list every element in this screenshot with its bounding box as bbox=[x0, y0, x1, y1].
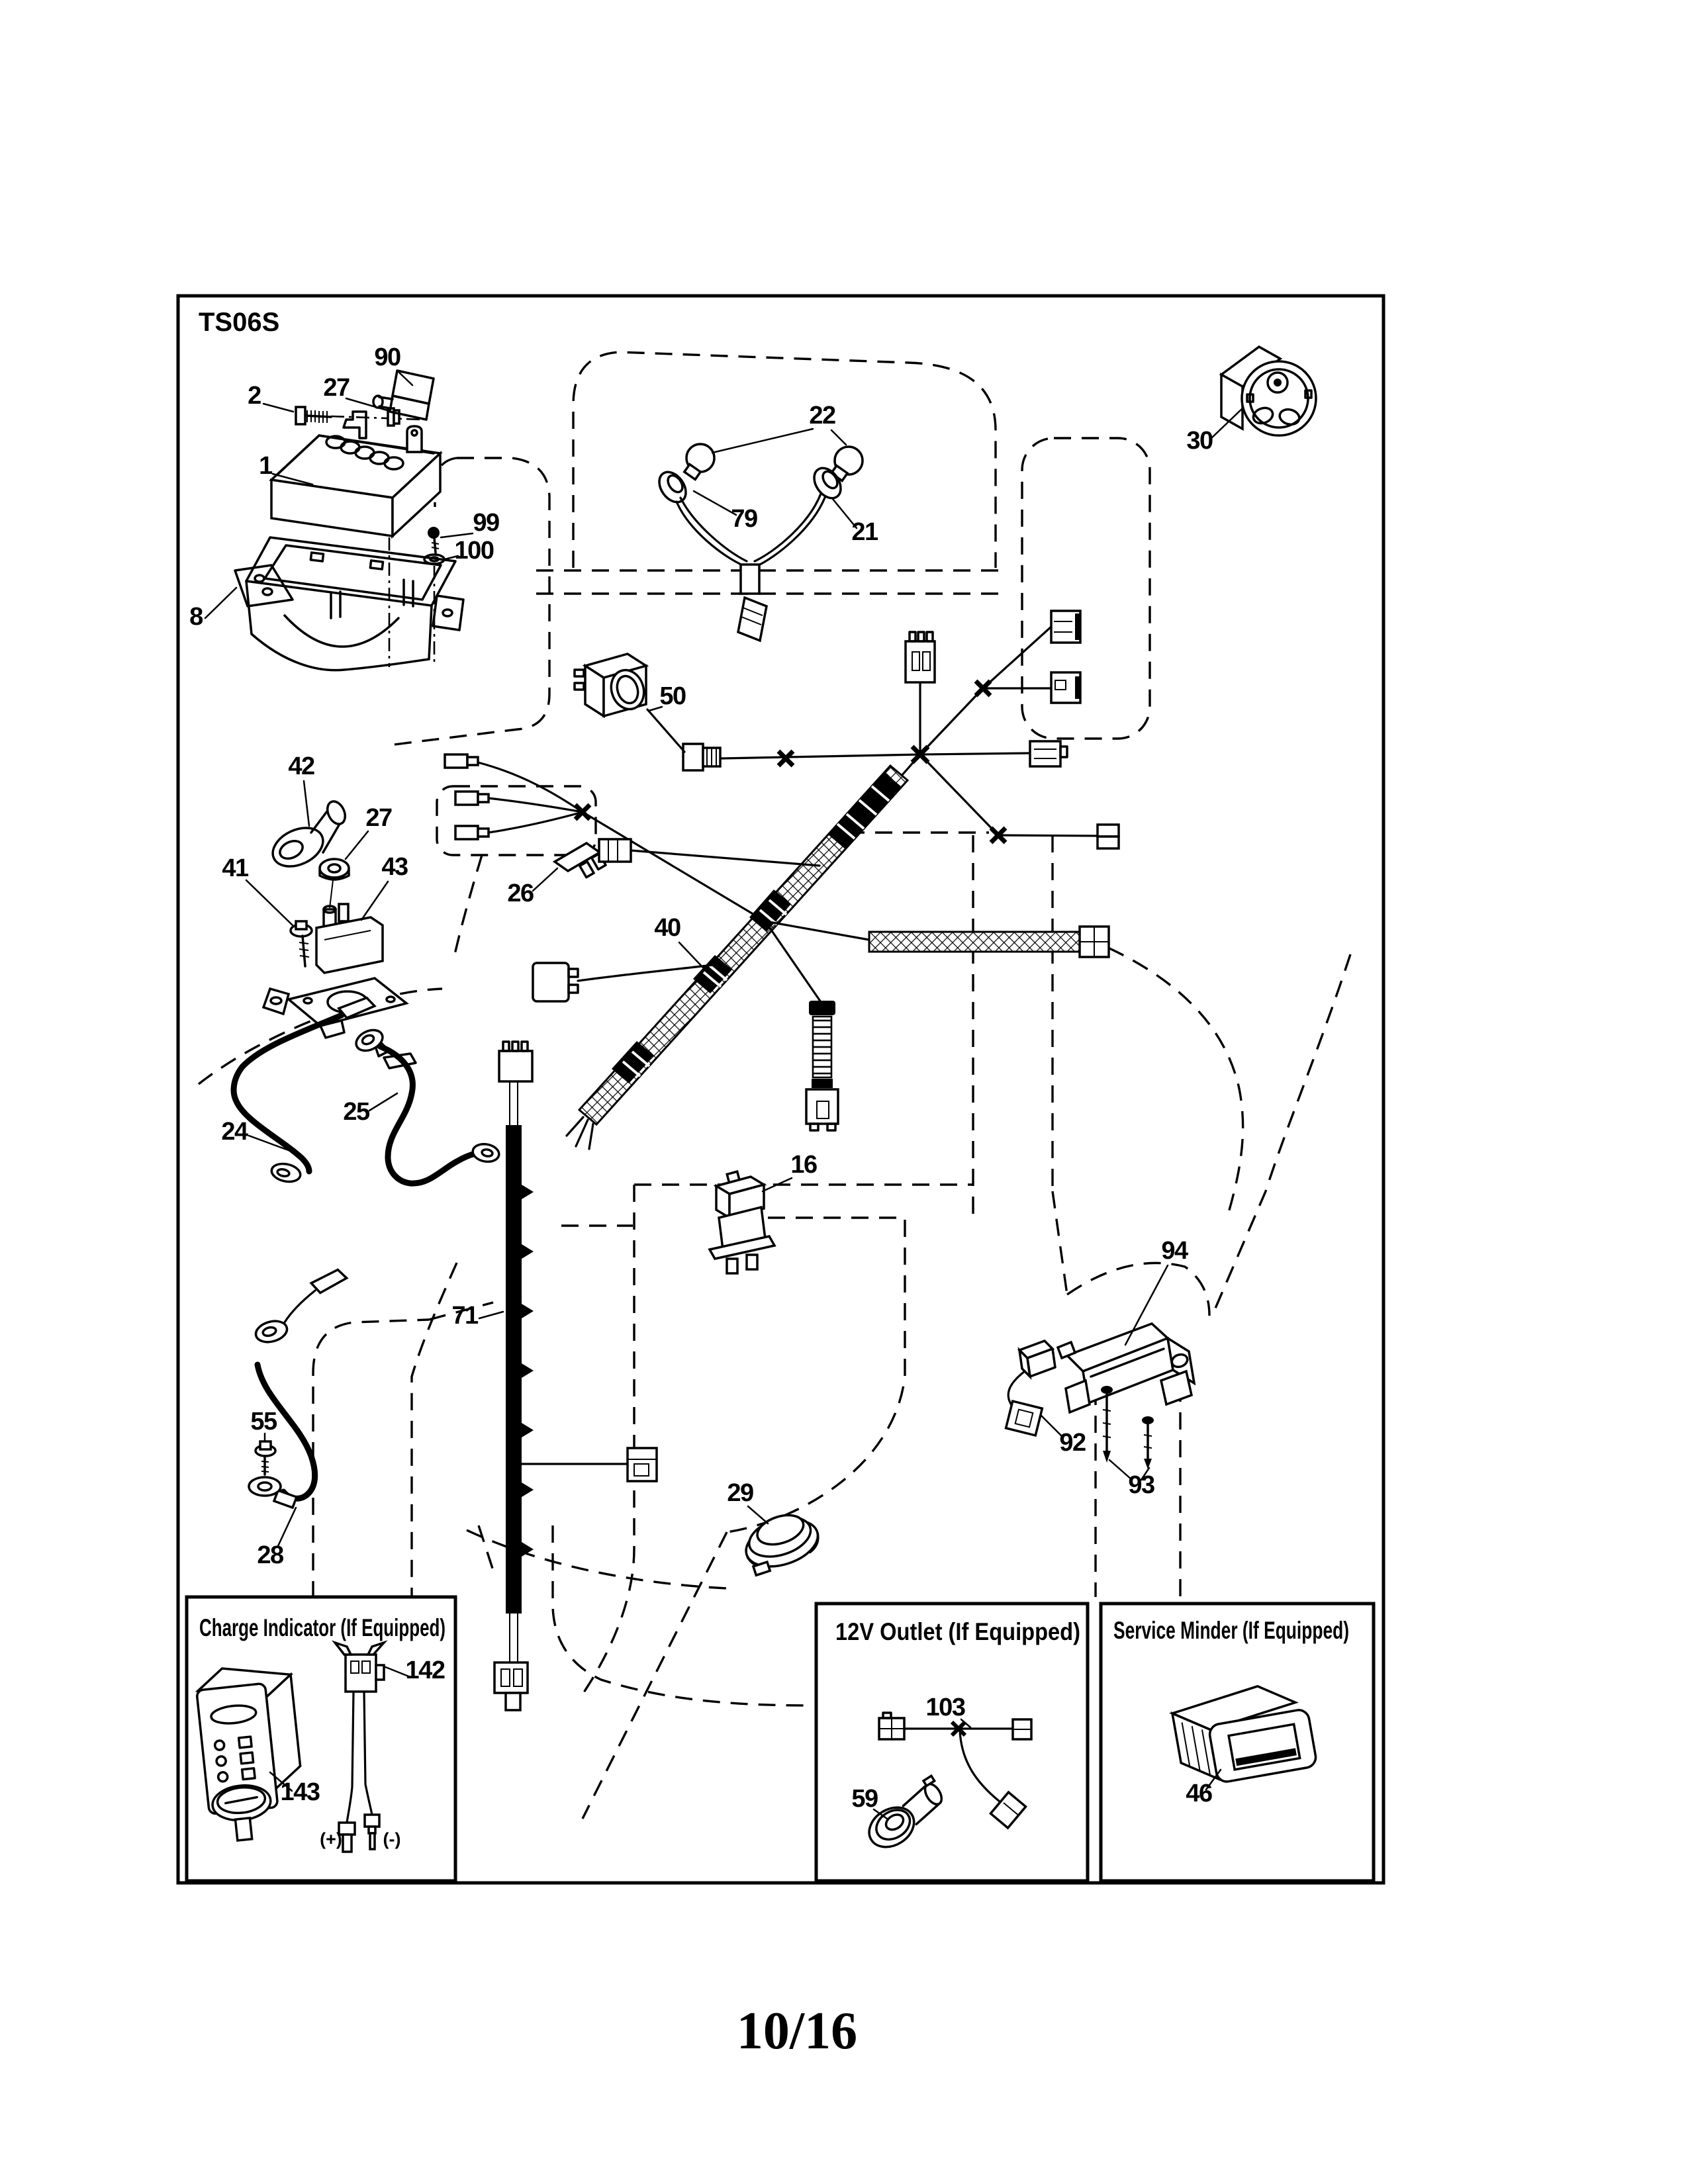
connector-right-mid bbox=[1051, 672, 1080, 703]
cable-24 bbox=[234, 997, 375, 1184]
part-label-8: 8 bbox=[189, 603, 203, 631]
battery-bracket bbox=[344, 412, 366, 438]
connector-lower-right bbox=[1098, 825, 1119, 848]
part-label-40: 40 bbox=[654, 914, 680, 942]
part-label-26: 26 bbox=[507, 880, 534, 907]
part-label-59: 59 bbox=[851, 1785, 878, 1813]
inset-title-12v-outlet: 12V Outlet (If Equipped) bbox=[835, 1618, 1080, 1645]
inset-title-service-minder: Service Minder (If Equipped) bbox=[1113, 1617, 1349, 1644]
wire-loom-71 bbox=[494, 1042, 657, 1710]
cable-28-spade bbox=[254, 1269, 348, 1345]
part-label-22: 22 bbox=[809, 402, 835, 430]
ignition-switch-30 bbox=[1221, 347, 1316, 435]
battery-1 bbox=[271, 426, 440, 536]
headlight-connector bbox=[741, 565, 759, 594]
part-label-27-battery: 27 bbox=[323, 374, 350, 402]
nut-27 bbox=[320, 859, 349, 878]
interlock-switch-16 bbox=[710, 1171, 774, 1273]
part-label-100: 100 bbox=[454, 537, 494, 565]
part-label-16: 16 bbox=[790, 1151, 817, 1179]
part-label-143: 143 bbox=[280, 1778, 320, 1806]
grommet-29 bbox=[739, 1506, 824, 1576]
part-label-43: 43 bbox=[381, 853, 408, 881]
part-label-30: 30 bbox=[1186, 427, 1213, 455]
battery-tray-8 bbox=[235, 537, 463, 670]
switch-50 bbox=[575, 654, 649, 716]
screws-93 bbox=[1101, 1386, 1154, 1469]
part-label-42: 42 bbox=[288, 752, 314, 780]
inset-service-minder bbox=[1101, 1604, 1374, 1881]
part-label-24: 24 bbox=[221, 1118, 248, 1146]
connector-right bbox=[1030, 741, 1067, 766]
part-label-55: 55 bbox=[250, 1408, 277, 1435]
bolt-41 bbox=[291, 921, 312, 966]
bolt-2 bbox=[296, 407, 305, 424]
solenoid-43 bbox=[263, 904, 416, 1068]
bolt-55 bbox=[249, 1441, 281, 1496]
loom-side-connector bbox=[628, 1448, 657, 1481]
part-label-27-solenoid: 27 bbox=[365, 804, 392, 832]
minus-terminal-label: (-) bbox=[383, 1829, 401, 1849]
part-label-92: 92 bbox=[1059, 1429, 1086, 1457]
part-label-90: 90 bbox=[374, 343, 400, 371]
part-label-142: 142 bbox=[405, 1657, 445, 1684]
module-94-group bbox=[1006, 1324, 1194, 1469]
part-label-25: 25 bbox=[343, 1098, 369, 1126]
part-label-94: 94 bbox=[1161, 1237, 1188, 1265]
headlight-harness-drawing bbox=[654, 444, 863, 641]
solenoid-assembly-drawing bbox=[263, 799, 416, 1068]
part-label-93: 93 bbox=[1128, 1471, 1154, 1499]
part-label-103: 103 bbox=[925, 1694, 965, 1721]
page-number: 10/16 bbox=[736, 2002, 858, 2060]
part-label-99: 99 bbox=[473, 509, 499, 537]
connector-left-barrel bbox=[683, 744, 720, 770]
part-label-41: 41 bbox=[222, 854, 248, 882]
part-label-46: 46 bbox=[1186, 1780, 1212, 1807]
module-94 bbox=[1058, 1324, 1194, 1412]
pigtail-connector bbox=[765, 921, 838, 1130]
connector-top bbox=[906, 632, 935, 682]
part-label-1: 1 bbox=[259, 452, 272, 480]
inset-title-charge-indicator: Charge Indicator (If Equipped) bbox=[199, 1614, 445, 1641]
screw-99 bbox=[428, 527, 440, 553]
loom-bottom-connector bbox=[494, 1662, 528, 1710]
battery-assembly-drawing bbox=[235, 371, 463, 670]
braided-cable-branch bbox=[765, 921, 1109, 957]
part-label-2: 2 bbox=[248, 382, 261, 410]
part-label-71: 71 bbox=[451, 1302, 478, 1330]
part-label-50: 50 bbox=[659, 682, 686, 710]
harness-terminal-fan bbox=[445, 754, 765, 921]
connector-upper-right bbox=[1051, 611, 1080, 643]
part-label-29: 29 bbox=[727, 1479, 753, 1507]
part-label-21: 21 bbox=[851, 518, 878, 546]
branch-connector bbox=[599, 839, 820, 866]
part-label-28: 28 bbox=[257, 1541, 283, 1569]
part-label-79: 79 bbox=[731, 505, 757, 533]
plus-terminal-label: (+) bbox=[320, 1829, 342, 1849]
cable-25 bbox=[353, 1026, 500, 1183]
diagram-code-label: TS06S bbox=[199, 308, 280, 337]
inset-12v-outlet bbox=[816, 1604, 1088, 1881]
fuse-90 bbox=[373, 371, 434, 420]
